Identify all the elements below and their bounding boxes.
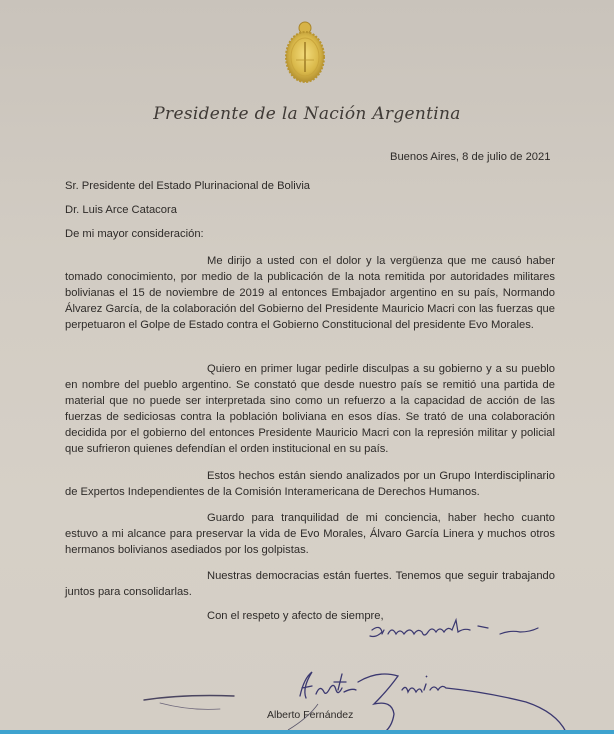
paragraph-2: Quiero en primer lugar pedirle disculpas a su gobierno y a su pueblo en nombre del pueblo argentino. Se constató que desde nuestro país se remitió una partida de material que no puede ser interpretada sino como un refuerzo a la capacidad de acción de las fuerzas de sediciosas contra la población boliviana en esos días. Se trató de una colaboración decidida por el gobierno del entonces Presidente Mauricio Macri con la represión militar y policial que sufrieron quienes defendían el orden institucional en su país. <box>65 363 555 455</box>
recipient-title: Sr. Presidente del Estado Plurinacional de Bolivia <box>65 180 311 192</box>
coat-of-arms-seal-icon <box>282 20 328 86</box>
closing-line: Con el respeto y afecto de siempre, <box>207 610 384 622</box>
date-line: Buenos Aires, 8 de julio de 2021 <box>390 151 551 163</box>
salutation: De mi mayor consideración: <box>65 228 204 240</box>
letterhead-title: Presidente de la Nación Argentina <box>153 104 461 124</box>
paragraph-5: Nuestras democracias están fuertes. Tenemos que seguir trabajando juntos para consolidarlas. <box>65 570 555 598</box>
paragraph-1: Me dirijo a usted con el dolor y la vergüenza que me causó haber tomado conocimiento, por medio de la publicación de la nota remitida por autoridades militares bolivianas el 15 de noviembre de 2019 al entonces Embajador argentino en su país, Normando Álvarez García, de la colaboración del Gobierno del Presidente Mauricio Macri con las fuerzas que perpetuaron el Golpe de Estado contra el Gobierno Constitucional del presidente Evo Morales. <box>65 255 555 331</box>
recipient-name: Dr. Luis Arce Catacora <box>65 204 177 216</box>
paragraph-3: Estos hechos están siendo analizados por un Grupo Interdisciplinario de Expertos Independientes de la Comisión Interamericana de Derechos Humanos. <box>65 470 555 498</box>
paragraph-4: Guardo para tranquilidad de mi conciencia, haber hecho cuanto estuvo a mi alcance para preservar la vida de Evo Morales, Álvaro García Linera y muchos otros hermanos bolivianos asediados por los golpistas. <box>65 512 555 556</box>
bottom-blue-strip <box>0 730 614 734</box>
signer-name: Alberto Fernández <box>267 709 354 721</box>
